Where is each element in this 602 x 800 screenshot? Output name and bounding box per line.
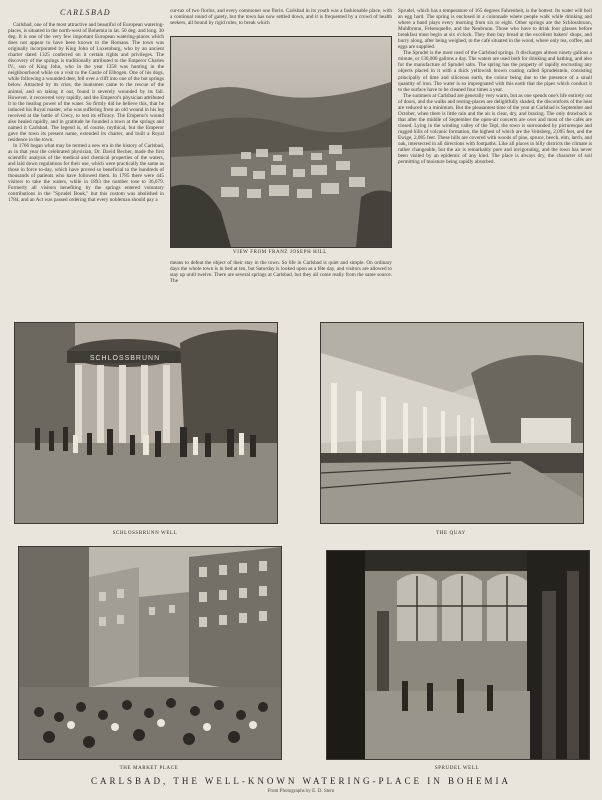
text-column-1 <box>8 22 164 342</box>
col3-paragraph-1: Sprudel, which has a temperature of 165 degrees Fahrenheit, is the hottest. Its water will boil an egg hard. The spring is enclosed in a colonnade where people walk while drinking and where a band plays every morning from six to eight. Other springs are the Schlossbrunn, Muhlbrunn, Felsenquelle, and the Neubrunn. Those who have to drink four glasses before breakfast must begin at six o'clock. They then buy bread at the excellent bakers' shops, and hurry along, after being weighed, to the café situated in the wood, where only tea, coffee, and eggs are supplied. <box>398 8 592 51</box>
sprudel-well-photo <box>326 550 590 760</box>
photo-credit: From Photographs by E. D. Stern <box>267 789 335 794</box>
schlossbrunn-well-photo <box>14 322 278 524</box>
caption-sprudel: SPRUDEL WELL <box>434 766 480 771</box>
caption-quay: THE QUAY <box>436 531 466 536</box>
col2-top-paragraph: cur-tax of two florins, and every commoner one florin. Carlsbad in its youth was a fashionable place, with a continual round of gaiety, but the town has now settled down, and it is frequented by a crowd of health seekers, all bound by rigid rules, to break which <box>170 8 392 27</box>
col1-paragraph-2: In 1766 began what may be termed a new era in the history of Carlsbad, as in that year the celebrated physician, Dr. David Becher, made the first scientific analysis of the medical and chemical properties of the waters, and laid down regulations for their use, which were practically the same as those in force to-day, which have proved so beneficial to the hundreds of thousands of patients who have followed them. In 1785 there were 445 visitors to take the waters, while in 1893 the number rose to 36,679. Formerly all visitors benefiting by the springs entered voluntary contributions in the "Sprudel Book," but this custom was abolished in 1784, and an Act was passed ordering that every nobleman should pay a <box>8 142 164 204</box>
schlossbrunn-sign: SCHLOSSBRUNN <box>89 355 161 362</box>
col1-paragraph-1: Carlsbad, one of the most attractive and beautiful of European watering-places, is situated in the north-west of Bohemia in lat. 50 deg. and long. 30 deg. It is one of the very few important European watering-places which does not appear to have been known to the Romans. The town was originally incorporated by King John of Luxemburg, who by an ancient charter dated 1325 conferred on it certain rights and privileges. The discovery of the springs is traditionally attributed to the Emperor Charles IV., son of King John, who in the year 1358 was hunting in the neighbourhood while on a visit to the Castle of Elbogen. One of his dogs, while following a wounded deer, fell over a cliff into one of the hot springs below. Attracted by its cries, the huntsmen came to the rescue of the animal, and on taking it out, found it severely wounded by its fall. However, it recovered very rapidly, and the Emperor's physician attributed it to the healing power of the water. So firmly did he believe this, that he induced his Royal master, who was suffering from an old wound in his leg received at the battle of Crecy, to test its efficacy. The Emperor's wound also healed rapidly, and in gratitude he founded a town at the springs and named it Carlsbad. The legend is, of course, mythical, but the Emperor gave the town its present name, extended its charter, and built a Royal residence in the town. <box>8 22 164 143</box>
col2-bottom-paragraph: means to defeat the object of their stay in the town. So life in Carlsbad is quiet and simple. On ordinary days the whole town is in bed at ten, but Saturday is looked upon as a fête day, and visitors are allowed to stay up until twelve. There are several springs at Carlsbad, but they all come really from the same source. The <box>170 260 392 285</box>
caption-view: VIEW FROM FRANZ JOSEPH HILL <box>233 250 327 255</box>
text-column-2-bottom <box>170 260 392 320</box>
view-from-franz-joseph-hill-photo <box>170 36 392 248</box>
text-column-3 <box>398 8 592 342</box>
col3-paragraph-3: The summers at Carlsbad are generally very warm, but as one spends one's life entirely out of doors, and the walks and resting-places are delightfully shaded, the discomforts of the heat are reduced to a minimum. But the pleasantest time of the year at Carlsbad is September and October, when there is little rain and the air is clear, dry, and bracing. The only drawback is that after the middle of September the open-air concerts are over and most of the cafés are closed. Lying in the winding valley of the Tepl, the town is surrounded by picturesque and rugged hills of volcanic formation, the highest of which are the Veitsberg, 2,095 feet, and the Ewige, 2,085 feet. These hills are covered with woods of pine, spruce, beech, elm, larch, and oak, intersected in all directions with footpaths. Like all places in hilly districts the climate is rather changeable, but the air is remarkably pure and invigorating, and the town has never been visited by an epidemic of any kind. The place is always dry, the character of soil permitting of moisture being rapidly absorbed. <box>398 92 592 166</box>
market-place-photo <box>18 546 282 760</box>
text-column-2-top <box>170 8 392 34</box>
article-heading: CARLSBAD <box>59 8 112 17</box>
quay-photo <box>320 322 584 524</box>
page-title: CARLSBAD, THE WELL-KNOWN WATERING-PLACE IN BOHEMIA <box>91 776 511 786</box>
col3-paragraph-2: The Sprudel is the most used of the Carlsbad springs. It discharges almost ninety gallons a minute, or 130,000 gallons a day. The waters are used both for drinking and bathing, and also for the manufacture of Sprudel salts. The spring has the property of rapidly encrusting any objects placed in it with a thick yellowish brown coating called Sprudelstein, consisting principally of lime and siliceous earth, the colour being due to the presence of a small quantity of iron. The water is so impregnated with this earth that the pipes which conduct it to the surface have to be cleaned four times a year. <box>398 50 592 93</box>
caption-schlossbrunn: SCHLOSSBRUNN WELL <box>112 531 178 536</box>
caption-market: THE MARKET PLACE <box>119 766 179 771</box>
